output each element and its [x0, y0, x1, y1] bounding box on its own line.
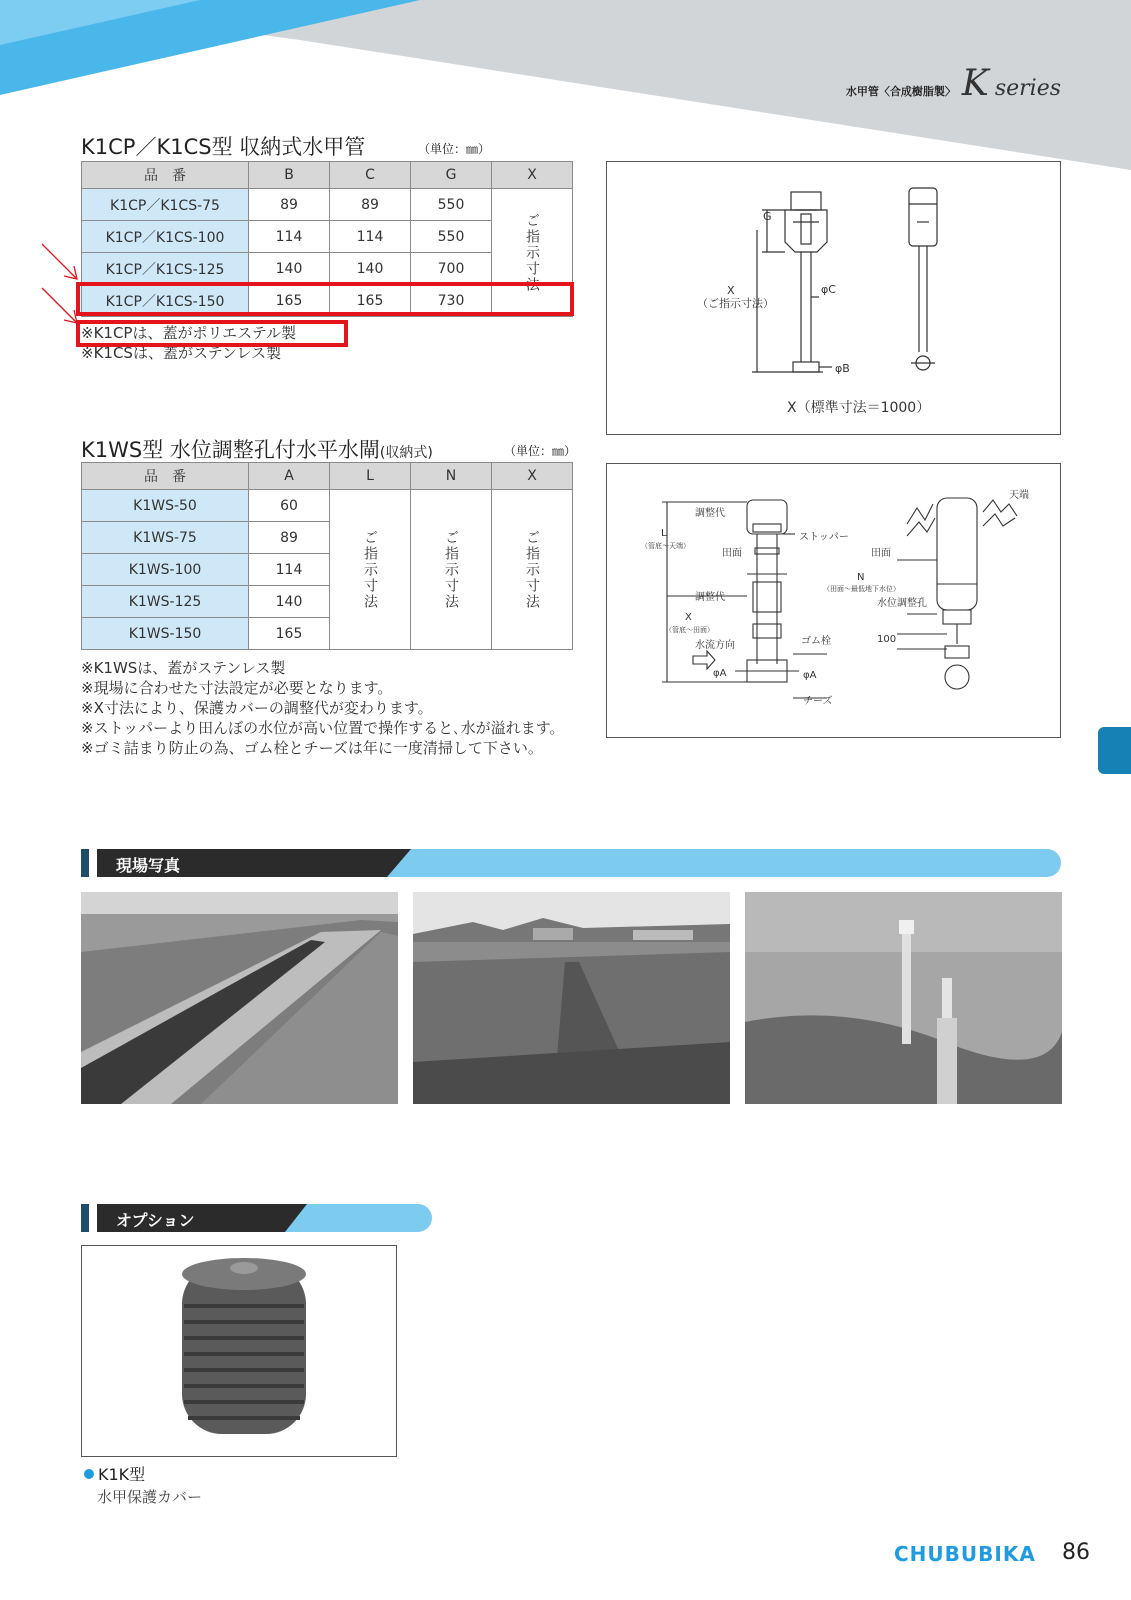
note-line: ※K1CSは、蓋がステンレス製: [81, 344, 282, 362]
cell-c: 140: [330, 253, 411, 285]
section2-unit: （単位：㎜）: [504, 444, 577, 458]
product-number: K1CP／K1CS-75: [82, 189, 249, 221]
series-word: series: [994, 76, 1061, 101]
fig2-x-sub: （管底～田面）: [665, 626, 714, 634]
category-label: 水甲管〈合成樹脂製〉: [845, 85, 956, 98]
fig1-label-b: φB: [835, 362, 850, 375]
fig2-x-label: X: [685, 612, 692, 623]
section2-title-text: K1WS型 水位調整孔付水平水閘: [81, 438, 380, 462]
photos-section-title: 現場写真: [116, 856, 181, 875]
site-photo-3: [745, 892, 1062, 1104]
fig2-gomusen: ゴム栓: [801, 636, 831, 647]
fig2-tenbata: 天端: [1009, 490, 1029, 501]
cell-g: 700: [411, 253, 492, 285]
fig2-hole: 水位調整孔: [877, 598, 927, 609]
fig2-denmen-2: 田面: [871, 548, 891, 559]
cell-c: 89: [330, 189, 411, 221]
col-header: 品 番: [82, 162, 249, 189]
cell-n-merged: [411, 490, 492, 650]
cell-b: 114: [249, 221, 330, 253]
product-number: K1CP／K1CS-125: [82, 253, 249, 285]
product-number: K1WS-100: [82, 554, 249, 586]
table-row: [82, 490, 573, 522]
fig2-phi-a-2: φA: [803, 670, 817, 681]
note-line: ※現場に合わせた寸法設定が必要となります。: [81, 679, 393, 697]
figure2-drawing: [607, 464, 1060, 737]
cell-a: 114: [249, 554, 330, 586]
col-header: B: [249, 162, 330, 189]
col-header: 品 番: [82, 463, 249, 490]
highlight-box-row: [76, 282, 574, 316]
section2-notes: [81, 658, 564, 758]
x-note: ご指示寸法: [524, 212, 540, 293]
x-note: ご指示寸法: [524, 529, 540, 610]
fig2-denmen-1: 田面: [722, 548, 742, 559]
cell-c: 165: [330, 285, 411, 317]
fig1-label-x-sub: （ご指示寸法）: [697, 297, 774, 310]
section2-table: [81, 462, 573, 650]
figure2-box: [606, 463, 1061, 738]
table-header-row: [82, 463, 573, 490]
section2-title-suffix: (収納式): [379, 445, 433, 461]
col-header: C: [330, 162, 411, 189]
brand-logo: CHUBUBIKA: [894, 1542, 1036, 1566]
fig2-chouseidai-2: 調整代: [695, 592, 725, 603]
figure1-box: [606, 161, 1061, 435]
n-note: ご指示寸法: [443, 529, 459, 610]
cell-a: 60: [249, 490, 330, 522]
fig2-n-sub: （田面～最低地下水位）: [823, 585, 900, 593]
cell-b: 140: [249, 253, 330, 285]
option-section-title: オプション: [116, 1211, 195, 1230]
option-item-label: [84, 1462, 145, 1485]
l-note: ご指示寸法: [362, 529, 378, 610]
cell-b: 165: [249, 285, 330, 317]
fig1-caption: X（標準寸法＝1000）: [787, 400, 931, 416]
photos-section-band: [81, 849, 1061, 877]
fig1-label-x: X: [727, 284, 735, 297]
note-line: ※K1CPは、蓋がポリエステル製: [81, 324, 297, 342]
cell-a: 165: [249, 618, 330, 650]
cell-g: 730: [411, 285, 492, 317]
cell-x-merged: [492, 490, 573, 650]
col-header: G: [411, 162, 492, 189]
fig1-label-c: φC: [821, 283, 836, 296]
col-header: X: [492, 162, 573, 189]
site-photo-2: [413, 892, 730, 1104]
fig2-n-label: N: [857, 572, 865, 583]
highlight-box-note: [76, 320, 348, 347]
series-tag: [845, 63, 1061, 104]
cell-g: 550: [411, 189, 492, 221]
table-header-row: [82, 162, 573, 189]
product-number: K1WS-50: [82, 490, 249, 522]
cell-a: 140: [249, 586, 330, 618]
product-number: K1WS-125: [82, 586, 249, 618]
product-number: K1CP／K1CS-100: [82, 221, 249, 253]
col-header: N: [411, 463, 492, 490]
note-line: ※X寸法により、保護カバーの調整代が変わります。: [81, 699, 433, 717]
product-number: K1WS-75: [82, 522, 249, 554]
fig2-flow: 水流方向: [695, 640, 735, 651]
option-item-desc: 水甲保護カバー: [97, 1488, 203, 1506]
option-item-name: K1K型: [98, 1465, 146, 1484]
side-index-tab: [1098, 727, 1131, 774]
product-number: K1CP／K1CS-150: [82, 285, 249, 317]
section2-title: [81, 434, 433, 464]
fig2-cheese: チーズ: [803, 696, 833, 707]
fig2-dim-100: 100: [877, 634, 897, 645]
section1-unit: （単位：㎜）: [418, 142, 491, 156]
cell-g: 550: [411, 221, 492, 253]
section1-title: [81, 131, 365, 161]
page-number: 86: [1062, 1540, 1090, 1565]
cell-b: 89: [249, 189, 330, 221]
cell-a: 89: [249, 522, 330, 554]
cell-c: 114: [330, 221, 411, 253]
section1-title-text: K1CP／K1CS型 収納式水甲管: [81, 135, 366, 159]
note-line: ※K1WSは、蓋がステンレス製: [81, 659, 286, 677]
option-image-box: [81, 1245, 397, 1457]
fig1-label-g: G: [763, 210, 772, 223]
site-photo-1: [81, 892, 398, 1104]
series-letter: K: [961, 63, 989, 104]
col-header: L: [330, 463, 411, 490]
col-header: X: [492, 463, 573, 490]
fig2-chouseidai-1: 調整代: [695, 508, 725, 519]
bullet-dot-icon: [84, 1469, 94, 1479]
cell-l-merged: [330, 490, 411, 650]
fig2-l-sub: （管底～天端）: [641, 542, 690, 550]
note-line: ※ゴミ詰まり防止の為、ゴム栓とチーズは年に一度清掃して下さい。: [81, 739, 543, 757]
protective-cover-image: [82, 1246, 396, 1456]
col-header: A: [249, 463, 330, 490]
note-line: ※ストッパーより田んぼの水位が高い位置で操作すると､水が溢れます。: [81, 719, 565, 737]
product-number: K1WS-150: [82, 618, 249, 650]
fig2-phi-a-1: φA: [713, 668, 727, 679]
fig2-l-label: L: [661, 528, 667, 539]
fig2-stopper: ストッパー: [799, 532, 849, 543]
table-row: [82, 189, 573, 221]
figure1-drawing: [607, 162, 1060, 434]
annotation-arrows-icon: [38, 242, 84, 338]
